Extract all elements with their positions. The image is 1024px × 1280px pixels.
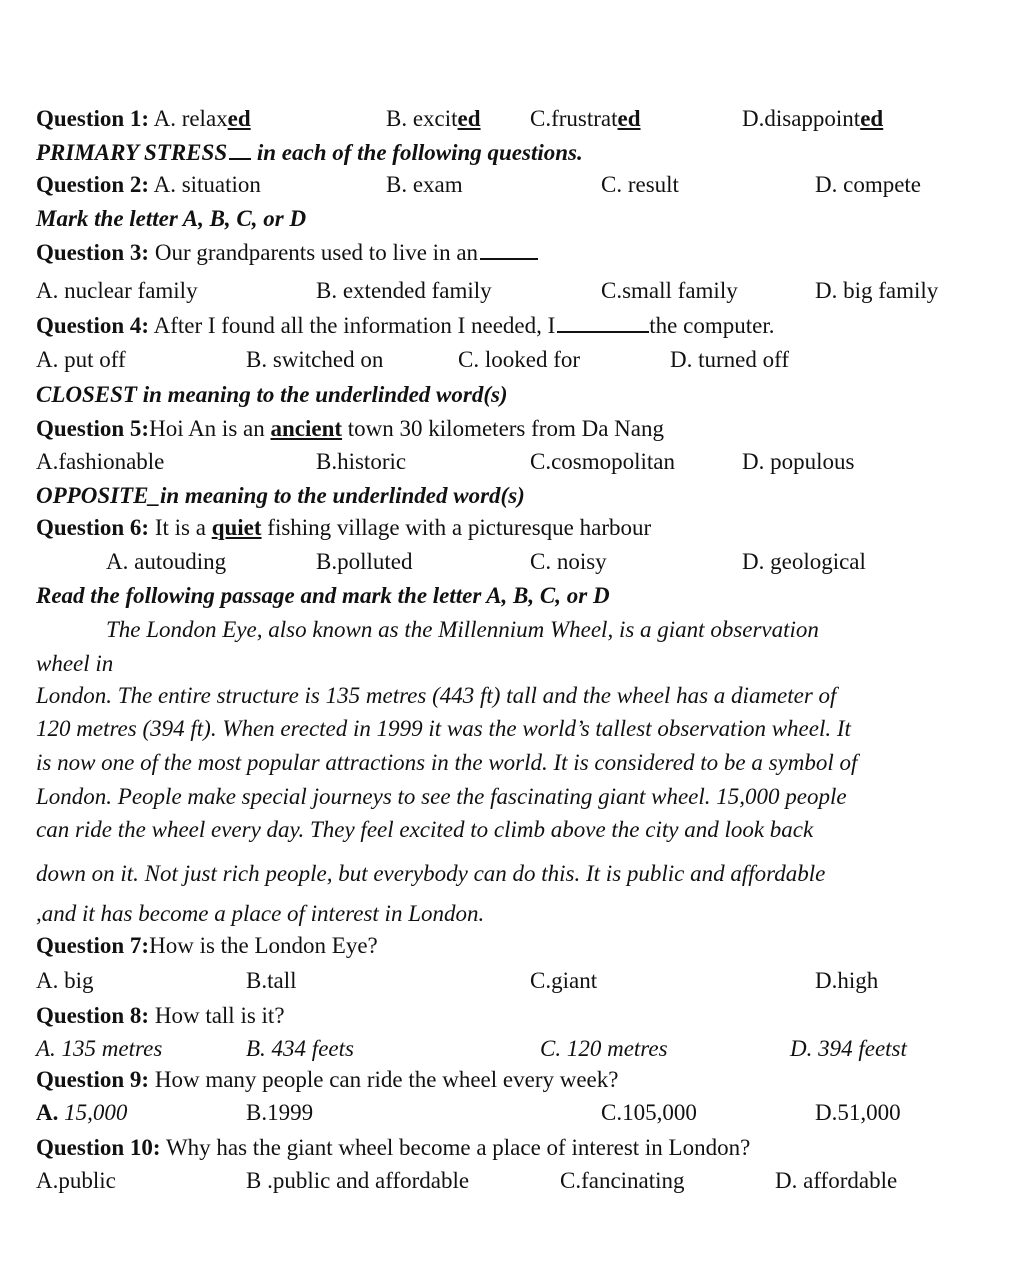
option-a[interactable]: A. big (36, 968, 94, 993)
option-a[interactable]: A.fashionable (36, 449, 165, 474)
question-6-row: Question 6: It is a quiet fishing village with a picturesque harbour (36, 515, 652, 540)
answer-blank[interactable] (557, 311, 649, 333)
question-10-row (0, 1131, 1024, 1165)
question-3-options (0, 274, 1024, 308)
option-d[interactable]: D.51,000 (815, 1100, 901, 1125)
option-a[interactable]: A. autouding (106, 549, 227, 574)
reading-instruction: Read the following passage and mark the letter A, B, C, or D (36, 583, 610, 608)
passage-line: wheel in (36, 651, 114, 676)
passage-line: London. People make special journeys to see the fascinating giant wheel. 15,000 people (36, 784, 847, 809)
option-c[interactable]: C.105,000 (601, 1100, 697, 1125)
option-d[interactable]: D.high (815, 968, 879, 993)
question-4-row: Question 4: After I found all the information I needed, I the computer. (36, 313, 775, 338)
question-2-row (0, 168, 1024, 202)
question-9-options: A. 15,000 B.1999 C.105,000 D.51,000 (0, 1096, 1024, 1130)
option-d[interactable]: D. compete (815, 172, 922, 197)
question-label: Question 9: (36, 1067, 150, 1092)
option-d[interactable]: D. turned off (670, 347, 790, 372)
option-c[interactable]: C.giant (530, 968, 598, 993)
question-10-text: Why has the giant wheel become a place of interest in London? (165, 1135, 751, 1160)
option-a[interactable]: A. 135 metres (36, 1036, 163, 1061)
stress-instruction: PRIMARY STRESS in each of the following questions. (36, 140, 583, 165)
option-b[interactable]: B.historic (316, 449, 407, 474)
option-b[interactable]: B.polluted (316, 549, 413, 574)
option-c[interactable]: C.small family (601, 278, 738, 303)
question-7-text: How is the London Eye? (149, 933, 378, 958)
option-b[interactable]: B. excited (386, 106, 481, 131)
passage-line: is now one of the most popular attractions in the world. It is considered to be a symbol of (36, 750, 858, 775)
question-9-text: How many people can ride the wheel every week? (154, 1067, 619, 1092)
passage-line: The London Eye, also known as the Millennium Wheel, is a giant observation (106, 617, 819, 642)
passage-line: London. The entire structure is 135 metres (443 ft) tall and the wheel has a diameter of (36, 683, 837, 708)
option-a[interactable]: A. put off (36, 347, 126, 372)
question-1-text (36, 102, 251, 136)
option-c[interactable]: C. 120 metres (540, 1036, 668, 1061)
mark-instruction: Mark the letter A, B, C, or D (36, 206, 307, 231)
question-8-options (0, 1032, 1024, 1066)
question-8-text: How tall is it? (154, 1003, 285, 1028)
question-label: Question 5: (36, 416, 150, 441)
question-4-options (0, 343, 1024, 377)
option-b[interactable]: B .public and affordable (246, 1168, 470, 1193)
question-label: Question 8: (36, 1003, 150, 1028)
closest-instruction: CLOSEST in meaning to the underlinded word(s) (36, 382, 508, 407)
option-c[interactable]: C.fancinating (560, 1168, 685, 1193)
question-8-row (0, 999, 1024, 1033)
option-d[interactable]: D. big family (815, 278, 939, 303)
question-1-row (0, 102, 1024, 136)
opposite-instruction: OPPOSITE_in meaning to the underlinded word(s) (36, 483, 525, 508)
question-10-options (0, 1164, 1024, 1198)
passage-line: ,and it has become a place of interest in London. (36, 901, 485, 926)
question-label: Question 4: (36, 313, 150, 338)
option-c[interactable]: C. result (601, 172, 679, 197)
option-d[interactable]: D.disappointed (742, 106, 884, 131)
underlined-word: quiet (211, 515, 262, 540)
option-c[interactable]: C.frustrated (530, 106, 641, 131)
option-b[interactable]: B. extended family (316, 278, 492, 303)
question-7-row (0, 929, 1024, 963)
option-a[interactable]: A. nuclear family (36, 278, 198, 303)
option-c[interactable]: C. looked for (458, 347, 581, 372)
question-6-options (0, 545, 1024, 579)
passage-line: 120 metres (394 ft). When erected in 1999 it was the world’s tallest observation wheel. It (36, 716, 851, 741)
question-label: Question 7: (36, 933, 150, 958)
question-3-text: Our grandparents used to live in an (154, 240, 479, 265)
option-d[interactable]: D. 394 feetst (790, 1036, 907, 1061)
question-label: Question 2: (36, 172, 150, 197)
option-b[interactable]: B.1999 (246, 1100, 314, 1125)
question-label: Question 1: (36, 106, 150, 131)
question-5-options (0, 445, 1024, 479)
option-d[interactable]: D. populous (742, 449, 855, 474)
answer-blank[interactable] (480, 238, 538, 260)
question-label: Question 3: (36, 240, 150, 265)
question-label: Question 10: (36, 1135, 161, 1160)
question-3-row (0, 236, 1024, 270)
option-a[interactable]: 15,000 (64, 1100, 128, 1125)
option-a[interactable]: A. situation (153, 172, 261, 197)
option-c[interactable]: C.cosmopolitan (530, 449, 676, 474)
question-label: Question 6: (36, 515, 150, 540)
option-b[interactable]: B. switched on (246, 347, 384, 372)
option-b[interactable]: B. 434 feets (246, 1036, 354, 1061)
option-a[interactable]: A. relaxed (153, 106, 251, 131)
option-b[interactable]: B.tall (246, 968, 297, 993)
underlined-word: ancient (270, 416, 343, 441)
option-d[interactable]: D. geological (742, 549, 866, 574)
option-a[interactable]: A.public (36, 1168, 116, 1193)
option-d[interactable]: D. affordable (775, 1168, 898, 1193)
question-9-row (0, 1063, 1024, 1097)
question-5-row: Question 5:Hoi An is an ancient town 30 kilometers from Da Nang (36, 416, 664, 441)
option-c[interactable]: C. noisy (530, 549, 607, 574)
passage-line: can ride the wheel every day. They feel excited to climb above the city and look back (36, 817, 814, 842)
question-7-options (0, 964, 1024, 998)
passage-line: down on it. Not just rich people, but everybody can do this. It is public and affordable (36, 861, 826, 886)
option-b[interactable]: B. exam (386, 172, 463, 197)
